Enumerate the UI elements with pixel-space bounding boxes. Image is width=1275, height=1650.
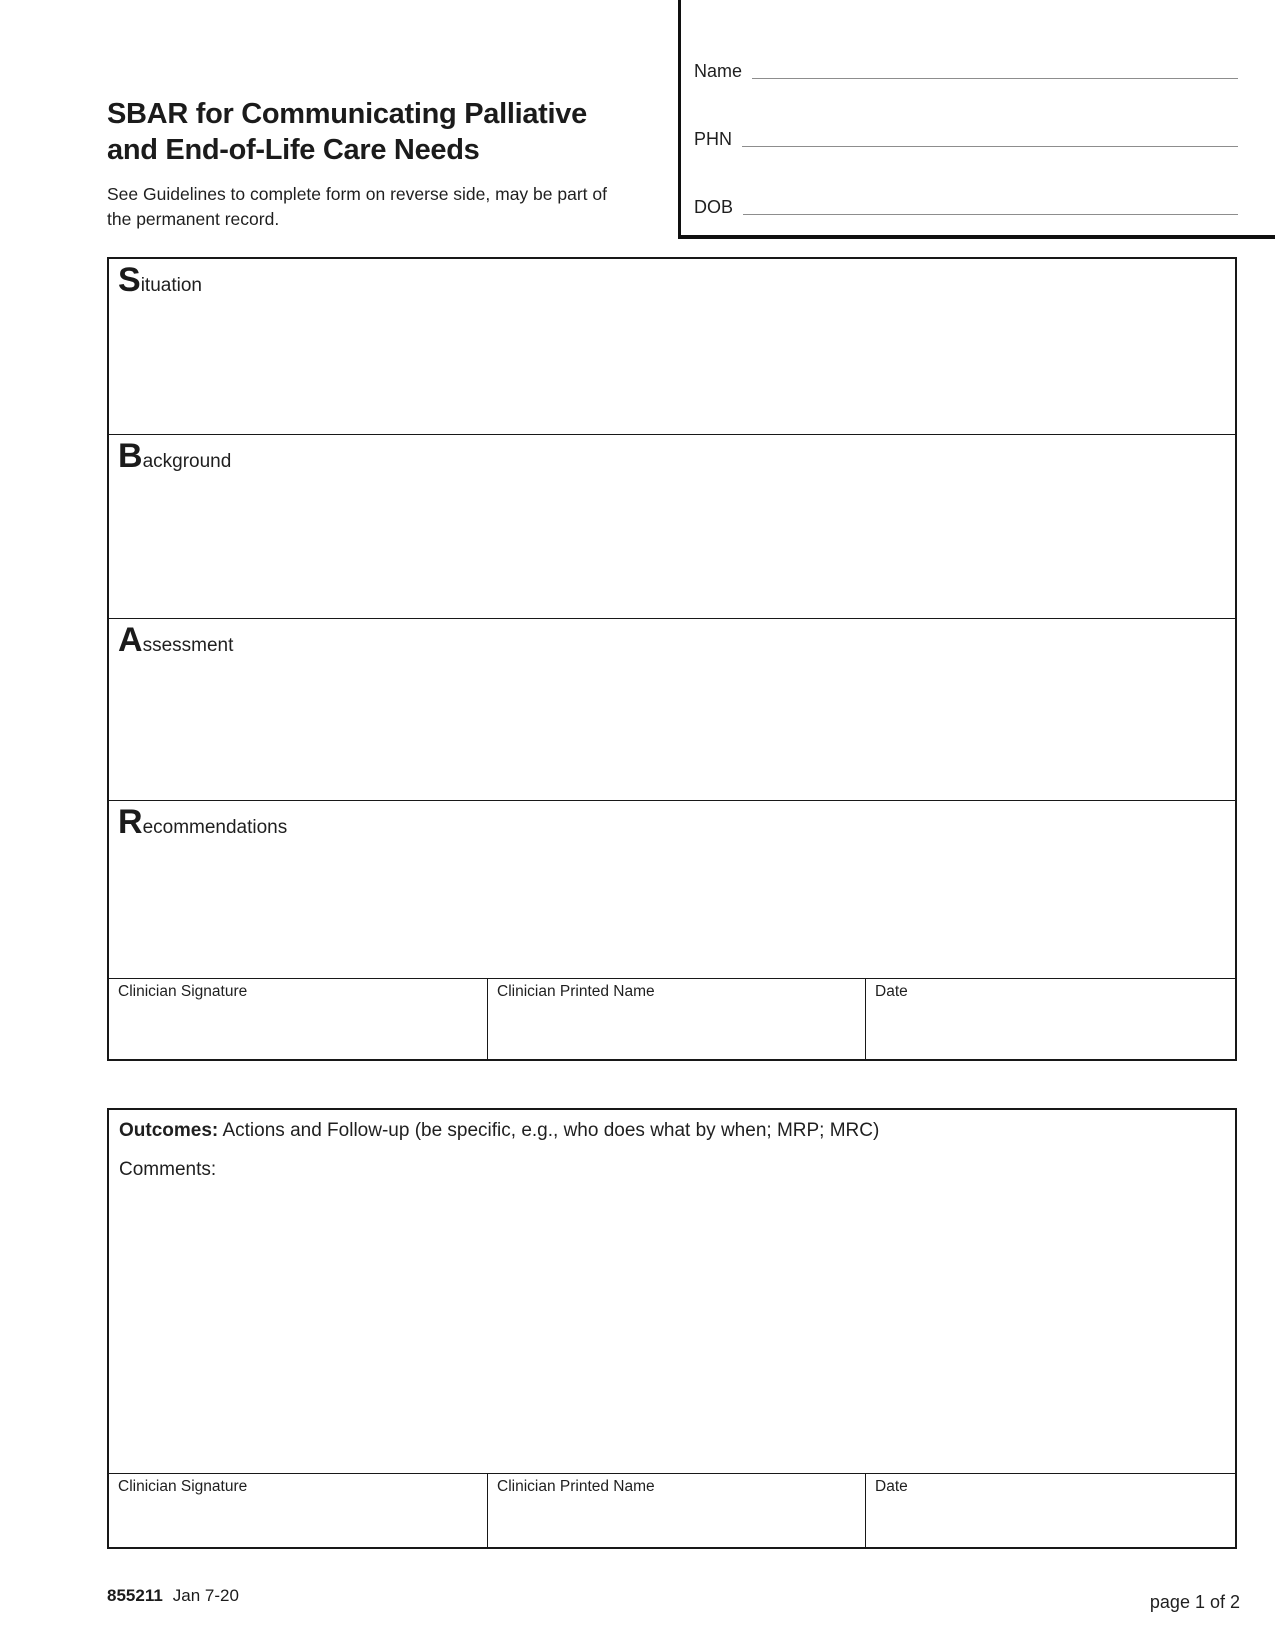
patient-dob-row (694, 192, 1238, 218)
sbar-signature-row (109, 979, 1235, 1059)
form-subtitle: See Guidelines to complete form on reverse side, may be part of the permanent record. (107, 184, 607, 229)
comments-field[interactable] (109, 1181, 1235, 1473)
date-label: Date (875, 983, 908, 1000)
comments-label: Comments: (119, 1159, 217, 1180)
outcomes-heading (109, 1110, 1235, 1143)
page-indicator: page 1 of 2 (1149, 1592, 1240, 1612)
recommendations-label: ecommendations (142, 817, 288, 838)
date-cell[interactable] (866, 1474, 1235, 1547)
form-title-line2: and End-of-Life Care Needs (107, 134, 480, 166)
section-situation[interactable] (109, 259, 1235, 435)
recommendations-initial: R (118, 803, 143, 841)
patient-phn-field[interactable] (742, 146, 1238, 147)
sbar-box (107, 257, 1237, 1061)
clinician-signature-label: Clinician Signature (118, 983, 248, 1000)
clinician-signature-label: Clinician Signature (118, 1478, 248, 1495)
date-cell[interactable] (866, 979, 1235, 1059)
clinician-printed-name-label: Clinician Printed Name (497, 983, 655, 1000)
clinician-signature-cell[interactable] (109, 979, 488, 1059)
outcomes-signature-row (109, 1473, 1235, 1547)
clinician-printed-name-cell[interactable] (488, 979, 866, 1059)
situation-label: ituation (140, 275, 202, 296)
situation-initial: S (118, 261, 141, 299)
form-revision-date: Jan 7-20 (172, 1586, 239, 1605)
form-title-line1: SBAR for Communicating Palliative (107, 98, 587, 130)
form-title (107, 96, 667, 168)
assessment-label: ssessment (142, 635, 234, 656)
section-background[interactable] (109, 435, 1235, 619)
patient-name-row (694, 56, 1238, 82)
patient-name-field[interactable] (752, 78, 1238, 79)
outcomes-heading-title: Outcomes: (119, 1120, 219, 1141)
clinician-printed-name-cell[interactable] (488, 1474, 866, 1547)
background-label: ackground (142, 451, 232, 472)
section-assessment[interactable] (109, 619, 1235, 801)
patient-dob-label: DOB (694, 197, 734, 217)
outcomes-heading-description: Actions and Follow-up (be specific, e.g., who does what by when; MRP; MRC) (218, 1120, 880, 1141)
assessment-initial: A (118, 621, 143, 659)
form-number: 855211 (107, 1586, 163, 1605)
footer-form-info (107, 1586, 239, 1606)
patient-name-label: Name (694, 61, 743, 81)
clinician-printed-name-label: Clinician Printed Name (497, 1478, 655, 1495)
patient-phn-row (694, 124, 1238, 150)
patient-identification-box (678, 0, 1275, 239)
clinician-signature-cell[interactable] (109, 1474, 488, 1547)
outcomes-box (107, 1108, 1237, 1549)
date-label: Date (875, 1478, 908, 1495)
section-recommendations[interactable] (109, 801, 1235, 979)
patient-dob-field[interactable] (743, 214, 1238, 215)
patient-phn-label: PHN (694, 129, 733, 149)
background-initial: B (118, 437, 143, 475)
